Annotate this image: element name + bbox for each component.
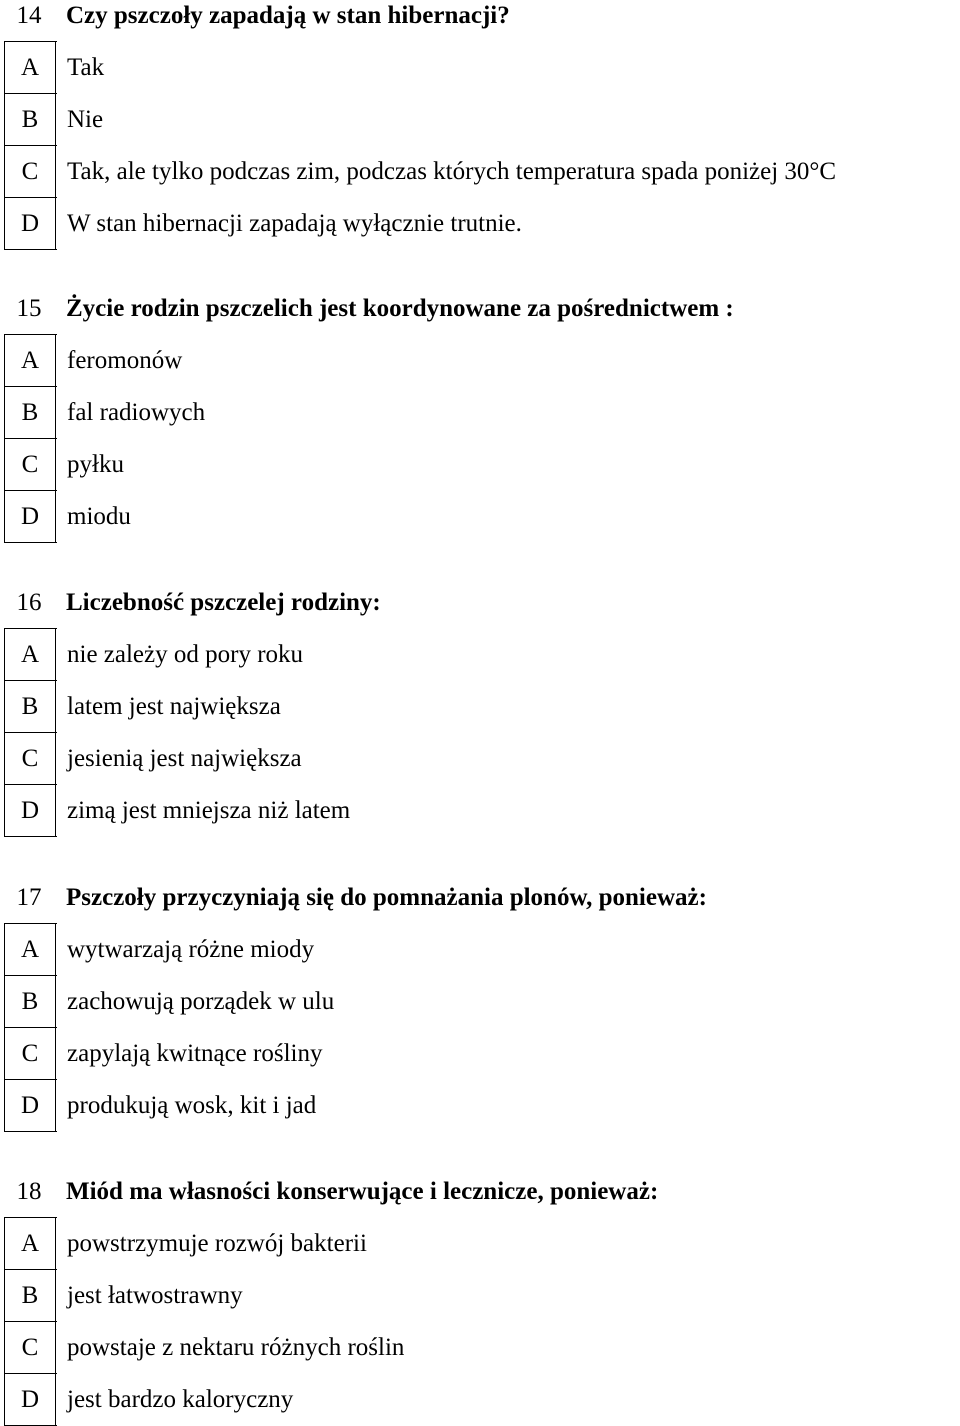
options-list <box>4 628 351 837</box>
question-text: Czy pszczoły zapadają w stan hibernacji? <box>66 1 510 29</box>
option-letter: A <box>20 53 40 81</box>
question-text: Liczebność pszczelej rodziny: <box>66 588 381 616</box>
question-15 <box>0 283 960 543</box>
option-text: produkują wosk, kit i jad <box>67 1091 317 1119</box>
option-text: jest łatwostrawny <box>67 1281 243 1309</box>
option-b[interactable] <box>5 386 206 438</box>
option-letter: B <box>21 692 39 720</box>
question-text: Życie rodzin pszczelich jest koordynowane za pośrednictwem : <box>66 294 734 322</box>
option-text: pyłku <box>67 450 124 478</box>
option-d[interactable] <box>5 784 351 836</box>
option-text: Tak <box>67 53 105 81</box>
option-a[interactable] <box>5 335 183 386</box>
option-letter: C <box>21 1333 39 1361</box>
option-a[interactable] <box>5 924 315 975</box>
question-number: 18 <box>16 1177 42 1205</box>
option-letter: B <box>21 987 39 1015</box>
option-d[interactable] <box>5 490 131 542</box>
option-letter: D <box>20 209 40 237</box>
option-b[interactable] <box>5 1269 243 1321</box>
option-letter: C <box>21 450 39 478</box>
option-text: powstrzymuje rozwój bakterii <box>67 1229 367 1257</box>
question-number: 15 <box>16 294 42 322</box>
question-number: 17 <box>16 883 42 911</box>
option-c[interactable] <box>5 732 302 784</box>
question-16 <box>0 577 960 837</box>
option-letter: A <box>20 346 40 374</box>
option-text: wytwarzają różne miody <box>67 935 315 963</box>
question-header <box>0 577 960 628</box>
question-text: Miód ma własności konserwujące i lecznicze, ponieważ: <box>66 1177 659 1205</box>
option-d[interactable] <box>5 197 522 249</box>
option-text: Tak, ale tylko podczas zim, podczas których temperatura spada poniżej 30°C <box>67 157 837 185</box>
option-d[interactable] <box>5 1373 294 1425</box>
option-c[interactable] <box>5 1027 323 1079</box>
option-text: feromonów <box>67 346 183 374</box>
option-b[interactable] <box>5 680 281 732</box>
question-17 <box>0 872 960 1132</box>
option-text: fal radiowych <box>67 398 206 426</box>
option-letter: D <box>20 502 40 530</box>
option-b[interactable] <box>5 975 335 1027</box>
option-letter: D <box>20 796 40 824</box>
question-number: 14 <box>16 1 42 29</box>
options-list <box>4 1217 405 1426</box>
question-14 <box>0 0 960 250</box>
option-a[interactable] <box>5 1218 367 1269</box>
option-letter: B <box>21 398 39 426</box>
option-b[interactable] <box>5 93 104 145</box>
option-text: Nie <box>67 105 104 133</box>
option-text: zimą jest mniejsza niż latem <box>67 796 351 824</box>
option-letter: C <box>21 157 39 185</box>
option-a[interactable] <box>5 629 304 680</box>
question-text: Pszczoły przyczyniają się do pomnażania plonów, ponieważ: <box>66 883 707 911</box>
option-text: jesienią jest największa <box>67 744 302 772</box>
question-header <box>0 0 960 41</box>
question-header <box>0 283 960 334</box>
question-header <box>0 1166 960 1217</box>
option-text: powstaje z nektaru różnych roślin <box>67 1333 405 1361</box>
option-text: zachowują porządek w ulu <box>67 987 335 1015</box>
question-number: 16 <box>16 588 42 616</box>
option-d[interactable] <box>5 1079 317 1131</box>
option-c[interactable] <box>5 1321 405 1373</box>
option-letter: A <box>20 935 40 963</box>
option-letter: B <box>21 105 39 133</box>
option-a[interactable] <box>5 42 105 93</box>
option-letter: B <box>21 1281 39 1309</box>
option-letter: C <box>21 744 39 772</box>
options-list <box>4 334 206 543</box>
option-text: W stan hibernacji zapadają wyłącznie trutnie. <box>67 209 522 237</box>
option-text: miodu <box>67 502 131 530</box>
option-text: nie zależy od pory roku <box>67 640 304 668</box>
option-letter: D <box>20 1091 40 1119</box>
option-text: zapylają kwitnące rośliny <box>67 1039 323 1067</box>
question-header <box>0 872 960 923</box>
question-18 <box>0 1166 960 1426</box>
options-list <box>4 41 837 250</box>
option-letter: D <box>20 1385 40 1413</box>
option-text: latem jest największa <box>67 692 281 720</box>
option-letter: A <box>20 1229 40 1257</box>
option-text: jest bardzo kaloryczny <box>67 1385 294 1413</box>
option-c[interactable] <box>5 145 837 197</box>
option-letter: C <box>21 1039 39 1067</box>
options-list <box>4 923 335 1132</box>
option-letter: A <box>20 640 40 668</box>
option-c[interactable] <box>5 438 124 490</box>
